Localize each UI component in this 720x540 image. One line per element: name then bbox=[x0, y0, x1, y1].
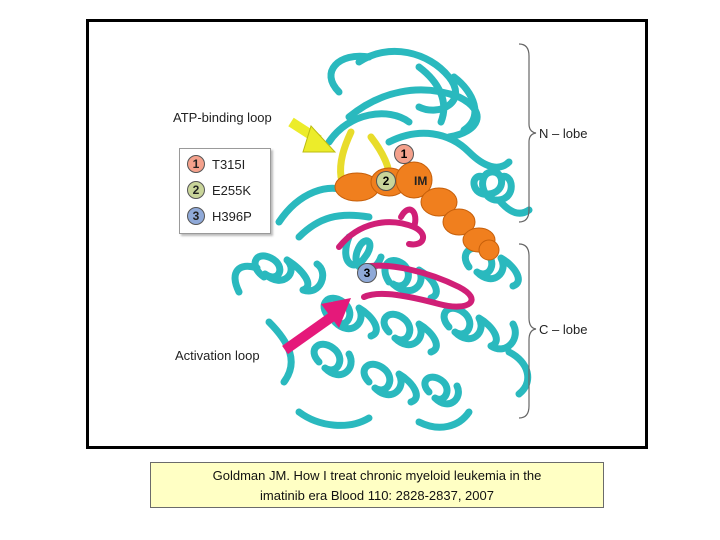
citation-caption bbox=[150, 462, 604, 508]
legend-label-1: T315I bbox=[212, 156, 246, 172]
legend-item-3 bbox=[187, 205, 252, 227]
marker-3-number: 3 bbox=[363, 266, 371, 280]
legend-item-2 bbox=[187, 179, 251, 201]
marker-1 bbox=[394, 144, 414, 164]
legend-label-3: H396P bbox=[212, 208, 252, 224]
marker-2-number: 2 bbox=[382, 174, 390, 188]
marker-1-number: 1 bbox=[400, 147, 408, 161]
caption-line-2: imatinib era Blood 110: 2828-2837, 2007 bbox=[260, 488, 494, 503]
legend-marker-3 bbox=[187, 207, 205, 225]
mutation-legend bbox=[179, 148, 271, 234]
legend-label-2: E255K bbox=[212, 182, 252, 198]
legend-marker-2 bbox=[187, 181, 205, 199]
drug-label: IM bbox=[414, 174, 428, 188]
marker-3 bbox=[357, 263, 377, 283]
legend-number-2: 2 bbox=[192, 183, 200, 197]
legend-marker-1 bbox=[187, 155, 205, 173]
legend-item-1 bbox=[187, 153, 245, 175]
figure-frame bbox=[86, 19, 648, 449]
caption-line-1: Goldman JM. How I treat chronic myeloid leukemia in the bbox=[212, 468, 542, 483]
kinase-structure-illustration bbox=[89, 22, 645, 446]
atp-loop-label: ATP-binding loop bbox=[173, 110, 272, 125]
n-lobe-label: N – lobe bbox=[539, 126, 588, 141]
legend-number-3: 3 bbox=[192, 209, 200, 223]
marker-2 bbox=[376, 171, 396, 191]
legend-number-1: 1 bbox=[192, 157, 200, 171]
activation-loop-label: Activation loop bbox=[175, 348, 260, 363]
c-lobe-label: C – lobe bbox=[539, 322, 588, 337]
